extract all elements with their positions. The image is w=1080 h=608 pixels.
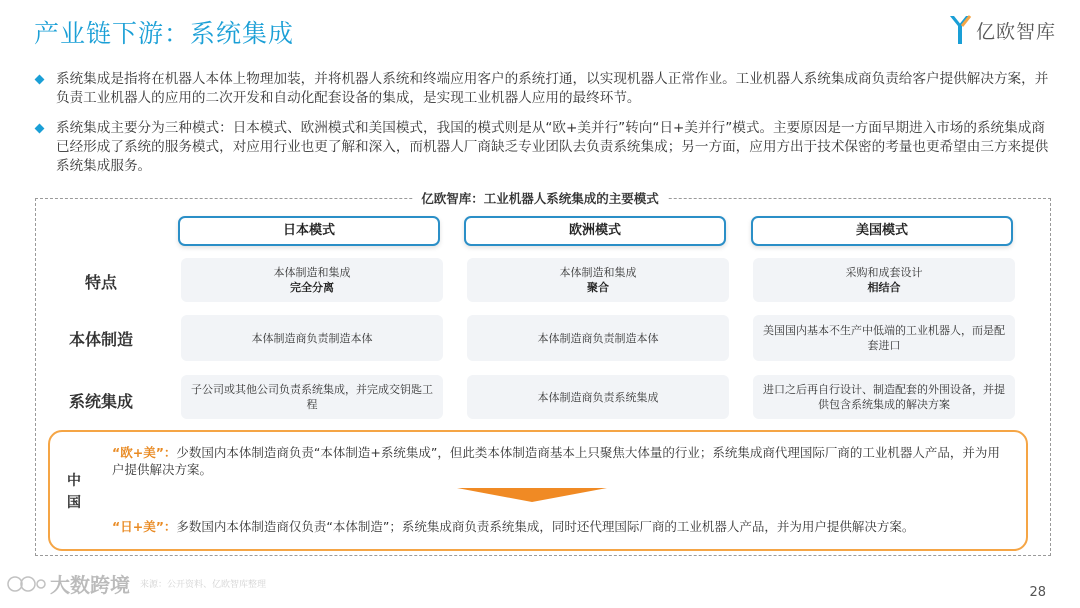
cell-line: 子公司或其他公司负责系统集成，并完成交钥匙工程 (191, 383, 433, 411)
diagram-caption (0, 189, 1080, 207)
cell-japan-integration (181, 375, 443, 419)
bullet-item (34, 119, 1052, 176)
column-header-usa: 美国模式 (751, 216, 1013, 246)
watermark-name: 大数跨境 (50, 573, 130, 597)
bullet-text: 系统集成主要分为三种模式：日本模式、欧洲模式和美国模式，我国的模式则是从“欧+美并行”转向“日+美并行”模式。主要原因是一方面早期进入市场的系统集成商已经形成了系统的服务模式，对应用行业也更了解和深入，而机器人厂商缺乏专业团队去负责系统集成；另一方面，应用方出于技术保密的考量也更希望由三方来提供系统集成服务。 (56, 120, 1049, 174)
brand-name: 亿欧智库 (975, 20, 1056, 43)
cell-usa-features (753, 258, 1015, 302)
cell-line: 本体制造和集成 (273, 266, 351, 279)
cell-line: 本体制造商负责制造本体 (251, 331, 373, 345)
diamond-bullet-icon (35, 75, 45, 85)
intro-bullets (34, 70, 1052, 187)
column-header-japan: 日本模式 (178, 216, 440, 246)
column-header-europe: 欧洲模式 (464, 216, 726, 246)
diagram-caption-text: 亿欧智库：工业机器人系统集成的主要模式 (413, 191, 667, 206)
diamond-bullet-icon (35, 124, 45, 134)
cell-emphasis: 聚合 (587, 281, 609, 294)
cell-europe-manufacturing (467, 315, 729, 361)
cell-line: 本体制造商负责系统集成 (537, 390, 659, 404)
japan-us-text: 多数国内本体制造商仅负责“本体制造”；系统集成商负责系统集成，同时还代理国际厂商的工业机器人产品，并为用户提供解决方案。 (176, 519, 915, 534)
watermark (6, 569, 266, 598)
bullet-item (34, 70, 1052, 108)
cell-emphasis: 完全分离 (290, 281, 334, 294)
cell-line: 美国国内基本不生产中低端的工业机器人，而是配套进口 (763, 324, 1005, 352)
page-number: 28 (1029, 585, 1046, 600)
cell-line: 本体制造和集成 (559, 266, 637, 279)
transition-arrow-icon (457, 488, 607, 502)
page-title: 产业链下游：系统集成 (34, 19, 295, 48)
source-note: 来源：公开资料、亿欧智库整理 (140, 580, 267, 590)
china-label: 中国 (67, 473, 81, 511)
cell-europe-features (467, 258, 729, 302)
cell-europe-integration (467, 375, 729, 419)
cell-japan-features (181, 258, 443, 302)
cell-usa-manufacturing (753, 315, 1015, 361)
china-japan-us-mode (112, 518, 1008, 535)
cell-line: 进口之后再自行设计、制造配套的外围设备，并提供包含系统集成的解决方案 (763, 383, 1005, 411)
cell-line: 本体制造商负责制造本体 (537, 331, 659, 345)
row-label-integration: 系统集成 (68, 392, 133, 411)
cell-line: 采购和成套设计 (845, 266, 923, 279)
brand-mark-icon (948, 14, 972, 46)
row-label-manufacturing: 本体制造 (68, 330, 133, 349)
euro-us-text: 少数国内本体制造商负责“本体制造+系统集成”，但此类本体制造商基本上只聚焦大体量的行业；系统集成商代理国际厂商的工业机器人产品，并为用户提供解决方案。 (112, 445, 1000, 477)
watermark-icon (6, 575, 46, 593)
japan-us-tag: “日+美”： (112, 519, 177, 534)
euro-us-tag: “欧+美”： (112, 445, 177, 460)
cell-japan-manufacturing (181, 315, 443, 361)
bullet-text: 系统集成是指将在机器人本体上物理加装，并将机器人系统和终端应用客户的系统打通，以实现机器人正常作业。工业机器人系统集成商负责给客户提供解决方案，并负责工业机器人的应用的二次开发和自动化配套设备的集成，是实现工业机器人应用的最终环节。 (56, 71, 1049, 106)
china-euro-us-mode (112, 444, 1008, 478)
cell-emphasis: 相结合 (867, 281, 901, 294)
row-label-features: 特点 (84, 273, 117, 292)
brand-logo (948, 14, 1056, 46)
cell-usa-integration (753, 375, 1015, 419)
